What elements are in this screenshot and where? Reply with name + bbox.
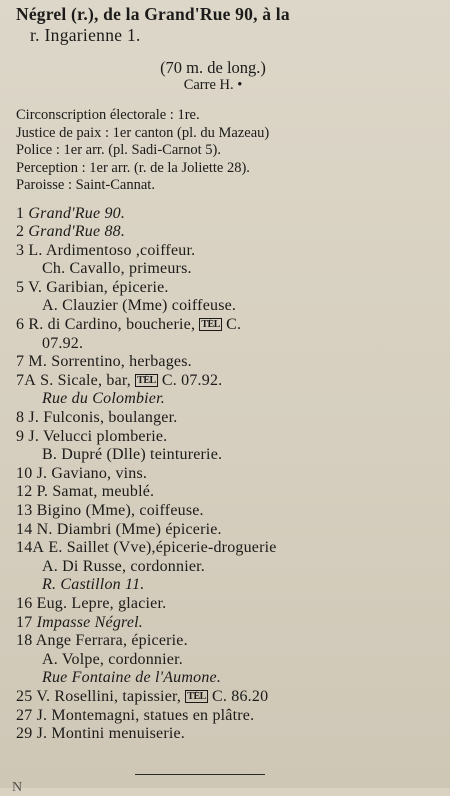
entry-text: A. Clauzier (Mme) coiffeuse. <box>42 297 237 315</box>
address-entry <box>16 559 440 575</box>
house-number: 9 <box>16 427 25 445</box>
entry-text: J. Fulconis, boulanger. <box>28 409 178 427</box>
entry-text: 07.92. <box>42 334 84 352</box>
house-number: 8 <box>16 409 25 427</box>
address-entry <box>16 726 440 742</box>
entry-text: Grand'Rue 88. <box>28 223 126 241</box>
entry-text: J. Velucci plomberie. <box>28 427 168 445</box>
house-number: 13 <box>16 502 33 519</box>
address-entry <box>16 466 440 482</box>
address-entry <box>16 615 440 631</box>
house-number: 3 <box>16 241 25 259</box>
entry-text: J. Montemagni, statues en plâtre. <box>36 706 255 724</box>
address-entry <box>16 261 440 277</box>
entry-text: S. Sicale, bar, <box>40 371 131 389</box>
house-number: 14A <box>16 539 45 557</box>
house-number: 14 <box>16 520 33 538</box>
entry-text: N. Diambri (Mme) épicerie. <box>36 520 222 538</box>
map-square: Carre H. • <box>183 76 243 93</box>
info-electoral: Circonscription électorale : 1re. <box>16 107 200 123</box>
info-justice: Justice de paix : 1er canton (pl. du Mazeau) <box>16 124 270 141</box>
entry-text: Impasse Négrel. <box>36 613 143 631</box>
entry-text: B. Dupré (Dlle) teinturerie. <box>42 446 223 464</box>
entry-text: E. Saillet (Vve),épicerie-droguerie <box>48 539 277 557</box>
address-entry <box>16 354 440 370</box>
info-police: Police : 1er arr. (pl. Sadi-Carnot 5). <box>16 142 221 158</box>
house-number: 25 <box>16 687 33 705</box>
address-entry <box>16 317 440 333</box>
address-entry <box>16 484 440 500</box>
house-number: 2 <box>16 223 25 241</box>
entry-text: L. Ardimentoso ,coiffeur. <box>28 241 196 259</box>
address-entry <box>16 224 440 240</box>
address-entry <box>16 652 440 668</box>
next-entry-fragment: N <box>12 780 23 795</box>
info-perception: Perception : 1er arr. (r. de la Joliette 28). <box>16 159 250 176</box>
entry-text: Grand'Rue 90. <box>28 204 126 222</box>
house-number: 7 <box>16 353 25 371</box>
street-heading-continuation: r. Ingarienne 1. <box>30 24 141 45</box>
entry-text: Eug. Lepre, glacier. <box>36 594 167 612</box>
address-list <box>16 206 440 743</box>
address-entry <box>16 447 440 463</box>
address-entry <box>16 280 440 296</box>
address-entry <box>16 689 440 705</box>
address-entry <box>16 708 440 724</box>
entry-text: R. di Cardino, boucherie, <box>28 316 196 334</box>
entry-text: J. Gaviano, vins. <box>36 464 148 482</box>
house-number: 12 <box>16 483 33 501</box>
telephone-icon: TÉL <box>201 319 220 331</box>
address-entry <box>16 596 440 612</box>
entry-text: Rue Fontaine de l'Aumone. <box>42 669 222 687</box>
entry-text: A. Volpe, cordonnier. <box>42 650 183 668</box>
telephone-icon: TÉL <box>187 690 206 702</box>
house-number: 27 <box>16 706 33 724</box>
entry-text: Ch. Cavallo, primeurs. <box>42 260 192 278</box>
telephone-icon: TÉL <box>137 374 156 386</box>
house-number: 18 <box>16 632 33 650</box>
address-entry <box>16 540 440 556</box>
street-heading: Négrel (r.), de la Grand'Rue 90, à la <box>16 4 290 24</box>
house-number: 29 <box>16 725 33 743</box>
house-number: 16 <box>16 594 33 612</box>
address-entry <box>16 429 440 445</box>
address-entry <box>16 522 440 538</box>
entry-text: J. Montini menuiserie. <box>36 725 185 743</box>
address-entry <box>16 633 440 649</box>
address-entry <box>16 298 440 314</box>
house-number: 6 <box>16 316 25 334</box>
house-number: 7A <box>16 371 36 389</box>
house-number: 5 <box>16 278 25 296</box>
address-entry <box>16 336 440 352</box>
address-entry <box>16 503 440 519</box>
entry-text: R. Castillon 11. <box>42 576 145 594</box>
street-length: (70 m. de long.) <box>160 58 266 77</box>
house-number: 10 <box>16 464 33 482</box>
address-entry <box>16 391 440 407</box>
phone-number: C. 07.92. <box>157 371 223 389</box>
address-entry <box>16 373 440 389</box>
house-number: 1 <box>16 204 25 222</box>
address-entry <box>16 206 440 222</box>
address-entry <box>16 670 440 686</box>
address-entry <box>16 410 440 426</box>
address-entry <box>16 577 440 593</box>
phone-number: C. 86.20 <box>207 687 269 705</box>
entry-text: P. Samat, meublé. <box>36 483 155 501</box>
entry-text: Rue du Colombier. <box>42 390 165 408</box>
entry-text: Bigino (Mme), coiffeuse. <box>36 502 204 519</box>
entry-text: M. Sorrentino, herbages. <box>28 353 192 371</box>
entry-text: V. Garibian, épicerie. <box>28 278 169 296</box>
phone-number: C. <box>221 316 242 334</box>
administrative-info <box>16 108 440 193</box>
section-divider <box>135 774 265 775</box>
info-parish: Paroisse : Saint-Cannat. <box>16 177 155 193</box>
entry-text: A. Di Russe, cordonnier. <box>42 557 206 575</box>
entry-text: V. Rosellini, tapissier, <box>36 687 182 705</box>
house-number: 17 <box>16 613 33 631</box>
entry-text: Ange Ferrara, épicerie. <box>35 632 188 650</box>
address-entry <box>16 243 440 259</box>
